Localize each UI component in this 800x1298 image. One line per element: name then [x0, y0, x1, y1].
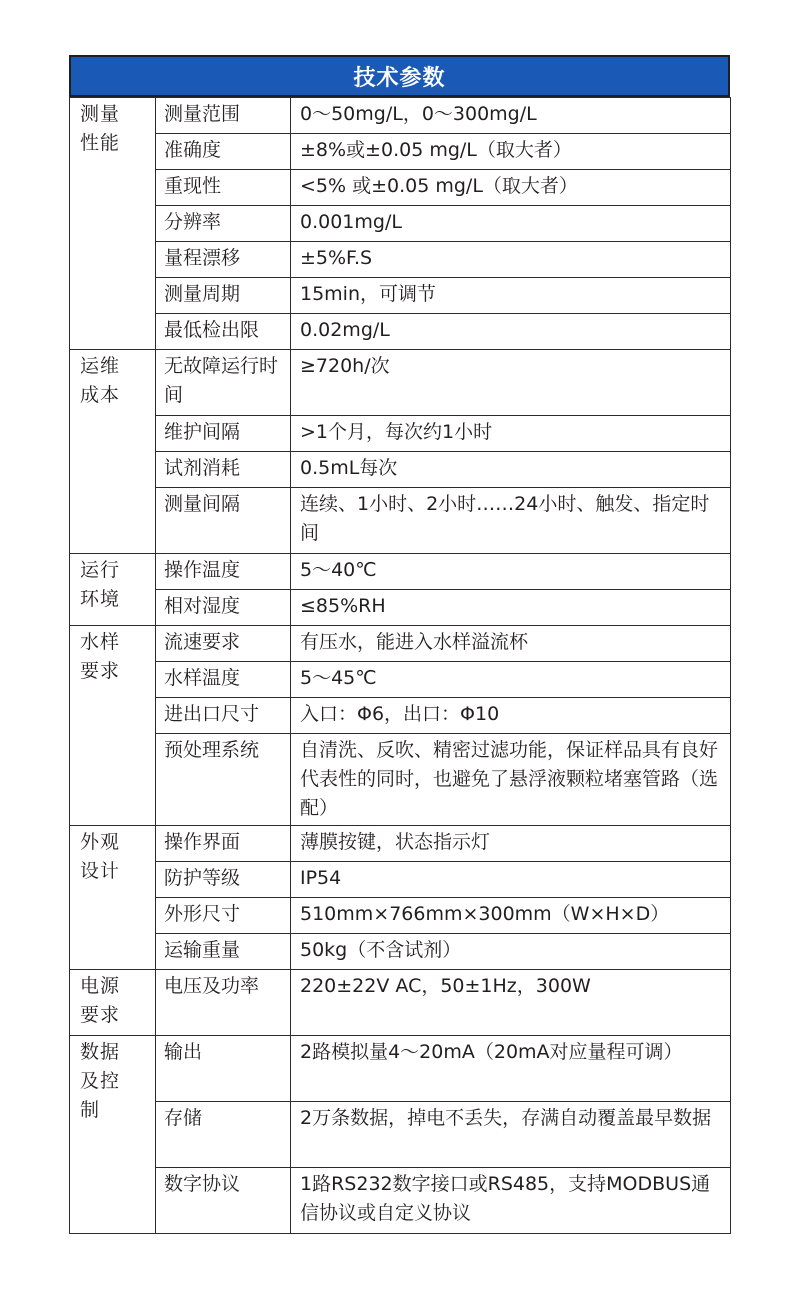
- table-row: [70, 242, 731, 278]
- table-row: [70, 1036, 731, 1102]
- table-row: [70, 662, 731, 698]
- table-row: [70, 554, 731, 590]
- parameter-value: 有压水，能进入水样溢流杯: [291, 626, 731, 662]
- category-label: 电源: [80, 975, 121, 997]
- category-label: 水样: [80, 631, 121, 653]
- table-row: [70, 278, 731, 314]
- parameter-value: 薄膜按键，状态指示灯: [291, 826, 731, 862]
- parameter-name: 测量周期: [156, 278, 291, 314]
- parameter-value: 0～50mg/L，0～300mg/L: [291, 98, 731, 134]
- parameter-value: 0.5mL每次: [291, 452, 731, 488]
- parameter-name: 外形尺寸: [156, 898, 291, 934]
- category-label: 及控: [80, 1070, 121, 1092]
- table-row: [70, 970, 731, 1036]
- category-cell: [70, 626, 156, 826]
- parameter-value: 1路RS232数字接口或RS485，支持MODBUS通信协议或自定义协议: [291, 1168, 731, 1234]
- parameter-name: 测量间隔: [156, 488, 291, 554]
- category-label: 设计: [80, 860, 121, 882]
- parameter-name: 输出: [156, 1036, 291, 1102]
- table-row: [70, 590, 731, 626]
- parameter-name: 防护等级: [156, 862, 291, 898]
- category-label: 制: [80, 1099, 101, 1121]
- table-row: [70, 488, 731, 554]
- table-row: [70, 134, 731, 170]
- parameter-value: 15min，可调节: [291, 278, 731, 314]
- parameter-name: 最低检出限: [156, 314, 291, 350]
- table-row: [70, 826, 731, 862]
- category-label: 数据: [80, 1041, 121, 1063]
- table-row: [70, 898, 731, 934]
- category-label: 成本: [80, 384, 121, 406]
- category-label: 环境: [80, 588, 121, 610]
- parameter-value: 5～45℃: [291, 662, 731, 698]
- category-label: 外观: [80, 831, 121, 853]
- table-row: [70, 98, 731, 134]
- category-cell: [70, 1036, 156, 1234]
- parameter-name: 操作界面: [156, 826, 291, 862]
- parameter-value: 连续、1小时、2小时……24小时、触发、指定时间: [291, 488, 731, 554]
- category-label: 要求: [80, 660, 121, 682]
- parameter-value: ≤85%RH: [291, 590, 731, 626]
- parameter-name: 进出口尺寸: [156, 698, 291, 734]
- category-cell: [70, 98, 156, 350]
- parameter-value: ≥720h/次: [291, 350, 731, 416]
- category-label: 运维: [80, 355, 121, 377]
- parameter-value: ±5%F.S: [291, 242, 731, 278]
- table-row: [70, 206, 731, 242]
- parameter-name: 数字协议: [156, 1168, 291, 1234]
- parameter-value: ±8%或±0.05 mg/L（取大者）: [291, 134, 731, 170]
- table-row: [70, 1102, 731, 1168]
- category-cell: [70, 970, 156, 1036]
- spec-table: [69, 97, 731, 1234]
- parameter-name: 预处理系统: [156, 734, 291, 826]
- table-row: [70, 1168, 731, 1234]
- parameter-value: 510mm×766mm×300mm（W×H×D）: [291, 898, 731, 934]
- parameter-value: 0.001mg/L: [291, 206, 731, 242]
- table-row: [70, 314, 731, 350]
- table-row: [70, 350, 731, 416]
- parameter-name: 维护间隔: [156, 416, 291, 452]
- parameter-value: 自清洗、反吹、精密过滤功能，保证样品具有良好代表性的同时，也避免了悬浮液颗粒堵塞管路（选配）: [291, 734, 731, 826]
- category-label: 运行: [80, 559, 121, 581]
- parameter-name: 水样温度: [156, 662, 291, 698]
- table-row: [70, 452, 731, 488]
- category-cell: [70, 554, 156, 626]
- table-row: [70, 416, 731, 452]
- parameter-name: 操作温度: [156, 554, 291, 590]
- parameter-value: >1个月，每次约1小时: [291, 416, 731, 452]
- category-cell: [70, 826, 156, 970]
- table-row: [70, 626, 731, 662]
- parameter-name: 分辨率: [156, 206, 291, 242]
- parameter-name: 准确度: [156, 134, 291, 170]
- parameter-name: 测量范围: [156, 98, 291, 134]
- parameter-name: 电压及功率: [156, 970, 291, 1036]
- table-row: [70, 170, 731, 206]
- parameter-value: 0.02mg/L: [291, 314, 731, 350]
- table-row: [70, 934, 731, 970]
- parameter-name: 量程漂移: [156, 242, 291, 278]
- parameter-name: 流速要求: [156, 626, 291, 662]
- parameter-value: 5～40℃: [291, 554, 731, 590]
- parameter-value: 2路模拟量4～20mA（20mA对应量程可调）: [291, 1036, 731, 1102]
- category-label: 性能: [80, 132, 121, 154]
- parameter-value: 50kg（不含试剂）: [291, 934, 731, 970]
- table-row: [70, 734, 731, 826]
- spec-sheet: [69, 55, 730, 1234]
- parameter-name: 运输重量: [156, 934, 291, 970]
- parameter-name: 无故障运行时间: [156, 350, 291, 416]
- parameter-name: 试剂消耗: [156, 452, 291, 488]
- category-cell: [70, 350, 156, 554]
- category-label: 要求: [80, 1004, 121, 1026]
- parameter-value: <5% 或±0.05 mg/L（取大者）: [291, 170, 731, 206]
- parameter-value: 2万条数据，掉电不丢失，存满自动覆盖最早数据: [291, 1102, 731, 1168]
- parameter-name: 存储: [156, 1102, 291, 1168]
- parameter-value: 220±22V AC，50±1Hz，300W: [291, 970, 731, 1036]
- parameter-value: 入口：Φ6，出口：Φ10: [291, 698, 731, 734]
- parameter-value: IP54: [291, 862, 731, 898]
- table-title: 技术参数: [69, 55, 730, 97]
- parameter-name: 相对湿度: [156, 590, 291, 626]
- parameter-name: 重现性: [156, 170, 291, 206]
- table-row: [70, 862, 731, 898]
- table-row: [70, 698, 731, 734]
- category-label: 测量: [80, 103, 121, 125]
